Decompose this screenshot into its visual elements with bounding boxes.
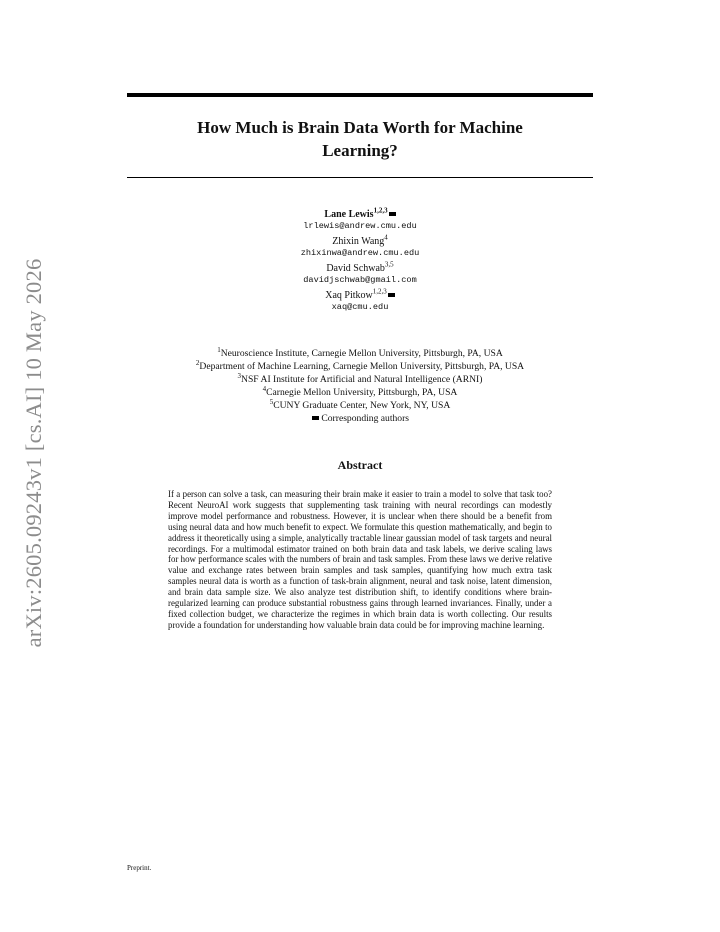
corresponding-note: Corresponding authors bbox=[127, 412, 593, 425]
author-block bbox=[127, 206, 593, 317]
author-affiliation-marks: 4 bbox=[384, 233, 388, 242]
envelope-icon bbox=[389, 212, 396, 216]
author-entry bbox=[127, 260, 593, 286]
title-bottom-rule bbox=[127, 177, 593, 178]
preprint-footer: Preprint. bbox=[127, 864, 152, 872]
author-name: David Schwab bbox=[326, 263, 385, 274]
envelope-icon bbox=[388, 293, 395, 297]
author-email[interactable]: lrlewis@andrew.cmu.edu bbox=[303, 221, 417, 231]
abstract-heading: Abstract bbox=[337, 458, 383, 472]
affiliation-item: $^4$Carnegie Mellon University, Pittsburgh, PA, USA bbox=[262, 384, 458, 398]
author-email[interactable]: zhixinwa@andrew.cmu.edu bbox=[300, 248, 420, 258]
author-email[interactable]: davidjschwab@gmail.com bbox=[303, 275, 417, 285]
author-name: Lane Lewis bbox=[324, 209, 374, 220]
title-line-2: Learning? bbox=[322, 141, 398, 160]
author-entry bbox=[127, 287, 593, 313]
title-top-rule bbox=[127, 93, 593, 97]
affiliation-item: $^3$NSF AI Institute for Artificial and Natural Intelligence (ARNI) bbox=[237, 371, 483, 385]
arxiv-identifier-text: arXiv:2605.09243v1 [cs.AI] 10 May 2026 bbox=[21, 258, 46, 647]
affiliation-item: $^5$CUNY Graduate Center, New York, NY, USA bbox=[269, 397, 451, 411]
affiliation-list bbox=[127, 347, 593, 425]
author-entry bbox=[127, 233, 593, 259]
author-name: Xaq Pitkow bbox=[325, 290, 373, 301]
abstract-text: If a person can solve a task, can measuring their brain make it easier to train a model to solve that task too? Recent NeuroAI work suggests that supplementing task training with neural recordings can modestly improve model performance and robustness. However, it is unclear when there should be a benefit from using neural data and how much benefit to expect. We formulate this question mathematically, and begin to address it theoretically using a simple, analytically tractable linear gaussian model of task targets and neural recordings. For a multimodal estimator trained on both brain data and task labels, we derive scaling laws for how performance scales with the numbers of brain and task samples. From these laws we derive relative value and exchange rates between brain samples and task samples, quantifying how much extra task samples neural data is worth as a function of task-brain alignment, neural and task noise, latent dimension, and brain data sample size. We also analyze test distribution shift, to identify conditions where brain-regularized learning can produce substantial robustness gains through learned invariances. Finally, under a fixed collection budget, we characterize the regimes in which brain data is worth collecting. Our results provide a foundation for understanding how valuable brain data could be for improving machine learning. bbox=[168, 489, 552, 630]
author-affiliation-marks: 1,2,3 bbox=[373, 206, 388, 215]
author-email[interactable]: xaq@cmu.edu bbox=[331, 302, 389, 312]
author-affiliation-marks: 1,2,3 bbox=[372, 287, 387, 296]
envelope-icon bbox=[312, 416, 319, 420]
author-affiliation-marks: 3,5 bbox=[384, 260, 394, 269]
arxiv-identifier-sidebar bbox=[19, 260, 49, 645]
affiliation-item: $^2$Department of Machine Learning, Carnegie Mellon University, Pittsburgh, PA, USA bbox=[195, 358, 525, 372]
author-name: Zhixin Wang bbox=[332, 236, 385, 247]
paper-title bbox=[127, 116, 593, 162]
affiliation-item: $^1$Neuroscience Institute, Carnegie Mellon University, Pittsburgh, PA, USA bbox=[217, 345, 503, 359]
title-line-1: How Much is Brain Data Worth for Machine bbox=[197, 118, 523, 137]
author-entry bbox=[127, 206, 593, 232]
